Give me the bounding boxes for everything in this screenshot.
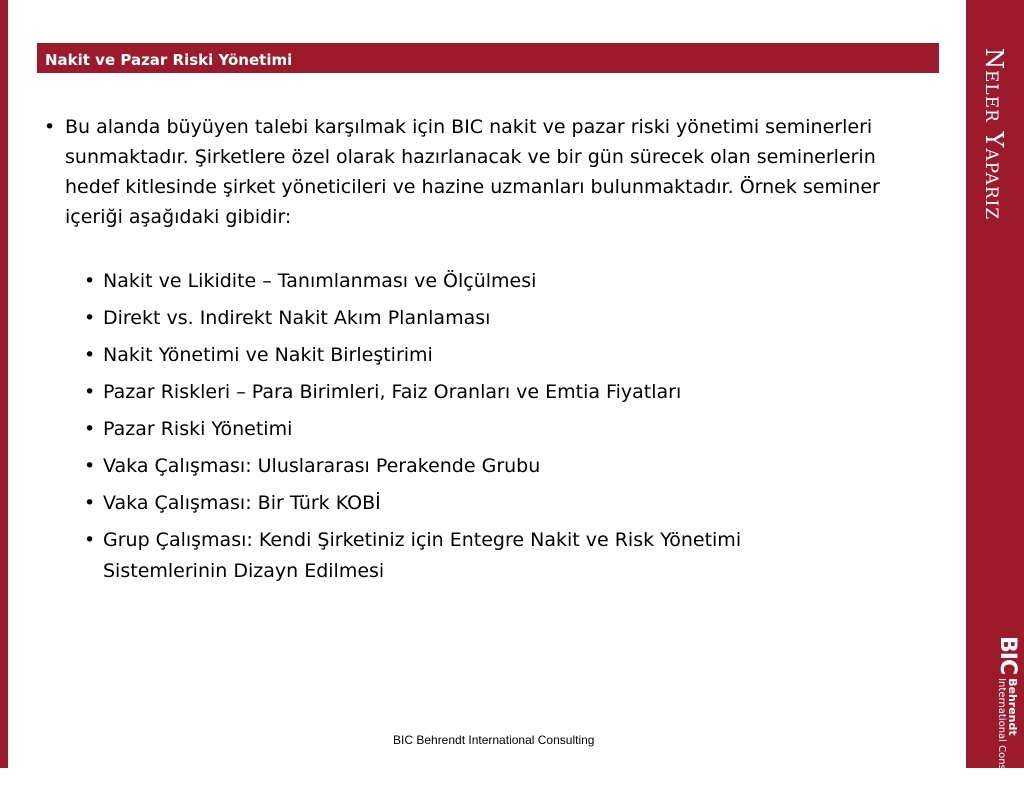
list-item-text: Pazar Riskleri – Para Birimleri, Faiz Oranları ve Emtia Fiyatları [103, 381, 682, 403]
bullet-icon: • [84, 270, 96, 292]
bullet-icon: • [84, 492, 96, 514]
bic-logo [964, 636, 1024, 798]
footer-text: BIC Behrendt International Consulting [393, 733, 595, 747]
list-item [84, 414, 863, 445]
bullet-icon: • [84, 529, 96, 551]
list-item-text: Nakit ve Likidite – Tanımlanması ve Ölçülmesi [103, 270, 537, 292]
list-item [84, 377, 863, 408]
logo-content [995, 636, 1020, 798]
logo-mark: BIC [995, 636, 1020, 675]
side-title: Neler Yaparız [980, 48, 1008, 221]
list-item-text: Vaka Çalışması: Bir Türk KOBİ [103, 492, 381, 514]
intro-text: Bu alanda büyüyen talebi karşılmak için BIC nakit ve pazar riski yönetimi seminerleri sunmaktadır. Şirketlere özel olarak hazırlanacak ve bir gün sürecek olan seminerlerin hedef kitlesinde şirket yöneticileri ve hazine uzmanları bulunmaktadır. Örnek seminer içeriği aşağıdaki gibidir: [65, 116, 880, 228]
list-item [84, 340, 863, 371]
list-item [84, 488, 863, 519]
bullet-icon: • [44, 116, 56, 138]
list-item [84, 266, 863, 297]
list-item-text: Vaka Çalışması: Uluslararası Perakende Grubu [103, 455, 541, 477]
slide-content [44, 112, 924, 593]
list-item [84, 451, 863, 482]
list-item-text: Pazar Riski Yönetimi [103, 418, 293, 440]
bullet-icon: • [84, 344, 96, 366]
logo-line-2: International Consulting [996, 678, 1008, 798]
page-title: Nakit ve Pazar Riski Yönetimi [45, 51, 293, 69]
header-underline [37, 74, 939, 76]
left-accent-stripe [0, 0, 8, 768]
intro-paragraph [44, 112, 905, 232]
list-item-text: Grup Çalışması: Kendi Şirketiniz için Entegre Nakit ve Risk Yönetimi Sistemlerinin Dizayn Edilmesi [103, 529, 742, 582]
logo-text [997, 678, 1019, 798]
bullet-icon: • [84, 381, 96, 403]
logo-line-1: Behrendt [1006, 678, 1020, 736]
bullet-icon: • [84, 418, 96, 440]
list-item [84, 303, 863, 334]
list-item-text: Nakit Yönetimi ve Nakit Birleştirimi [103, 344, 433, 366]
seminer-content-list [44, 266, 924, 587]
list-item-text: Direkt vs. Indirekt Nakit Akım Planlaması [103, 307, 491, 329]
bullet-icon: • [84, 455, 96, 477]
list-item [84, 525, 863, 587]
bullet-icon: • [84, 307, 96, 329]
